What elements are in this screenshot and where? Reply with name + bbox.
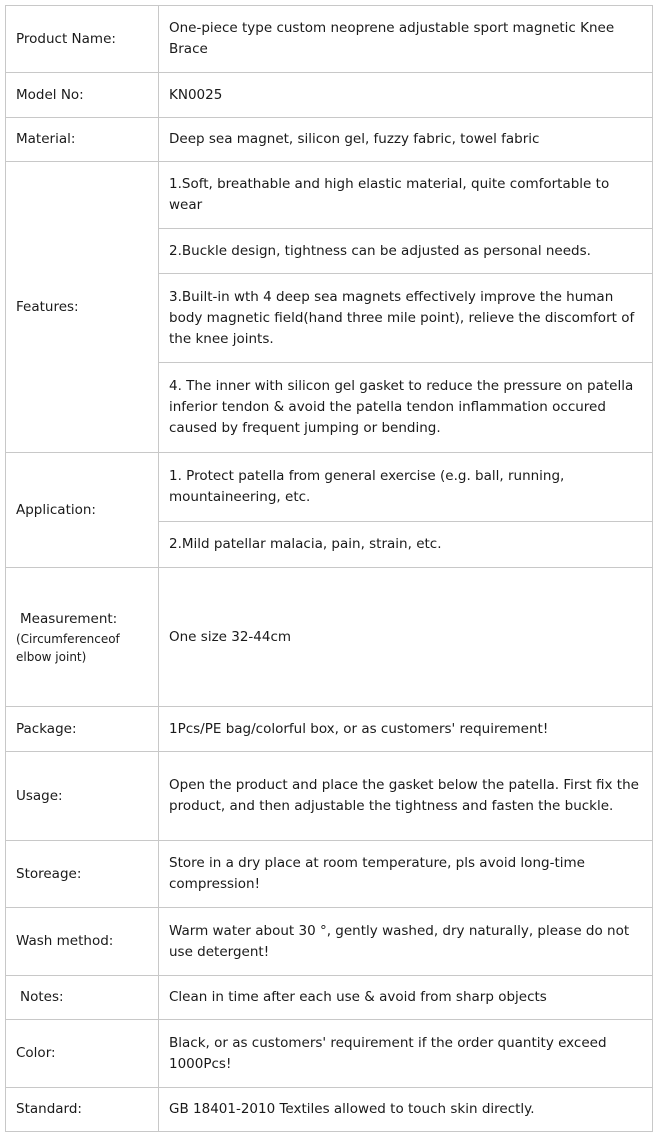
- color-value: Black, or as customers' requirement if the order quantity exceed 1000Pcs!: [159, 1020, 653, 1088]
- notes-label: Notes:: [20, 989, 64, 1005]
- row-model-no: [6, 73, 653, 118]
- standard-value: GB 18401-2010 Textiles allowed to touch skin directly.: [159, 1088, 653, 1132]
- product-spec-table: [5, 5, 653, 1132]
- material-label: Material:: [6, 118, 159, 162]
- row-usage: [6, 752, 653, 841]
- notes-label-cell: [6, 976, 159, 1020]
- product-name-label: Product Name:: [6, 6, 159, 73]
- usage-label: Usage:: [6, 752, 159, 841]
- measurement-value: One size 32-44cm: [159, 568, 653, 707]
- row-package: [6, 707, 653, 752]
- notes-value: Clean in time after each use & avoid from sharp objects: [159, 976, 653, 1020]
- row-features-1: [6, 162, 653, 229]
- model-no-label: Model No:: [6, 73, 159, 118]
- storage-label: Storeage:: [6, 841, 159, 908]
- storage-value: Store in a dry place at room temperature, pls avoid long-time compression!: [159, 841, 653, 908]
- row-storage: [6, 841, 653, 908]
- feature-item: 1.Soft, breathable and high elastic material, quite comfortable to wear: [159, 162, 653, 229]
- wash-method-value: Warm water about 30 °, gently washed, dry naturally, please do not use detergent!: [159, 908, 653, 976]
- material-value: Deep sea magnet, silicon gel, fuzzy fabric, towel fabric: [159, 118, 653, 162]
- feature-item: 2.Buckle design, tightness can be adjusted as personal needs.: [159, 229, 653, 274]
- row-application-1: [6, 453, 653, 522]
- row-color: [6, 1020, 653, 1088]
- feature-item: 3.Built-in wth 4 deep sea magnets effectively improve the human body magnetic field(hand three mile point), relieve the discomfort of the knee joints.: [159, 274, 653, 363]
- row-standard: [6, 1088, 653, 1132]
- color-label: Color:: [6, 1020, 159, 1088]
- product-name-value: One-piece type custom neoprene adjustable sport magnetic Knee Brace: [159, 6, 653, 73]
- feature-item: 4. The inner with silicon gel gasket to reduce the pressure on patella inferior tendon & avoid the patella tendon inflammation occured caused by frequent jumping or bending.: [159, 363, 653, 453]
- model-no-value: KN0025: [159, 73, 653, 118]
- wash-method-label: Wash method:: [6, 908, 159, 976]
- application-label: Application:: [6, 453, 159, 568]
- measurement-label-cell: [6, 568, 159, 707]
- package-value: 1Pcs/PE bag/colorful box, or as customers' requirement!: [159, 707, 653, 752]
- row-measurement: [6, 568, 653, 707]
- usage-value: Open the product and place the gasket below the patella. First fix the product, and then adjustable the tightness and fasten the buckle.: [159, 752, 653, 841]
- application-item: 2.Mild patellar malacia, pain, strain, etc.: [159, 522, 653, 568]
- row-material: [6, 118, 653, 162]
- application-item: 1. Protect patella from general exercise (e.g. ball, running, mountaineering, etc.: [159, 453, 653, 522]
- row-wash-method: [6, 908, 653, 976]
- measurement-label: Measurement:: [20, 610, 118, 627]
- row-product-name: [6, 6, 653, 73]
- package-label: Package:: [6, 707, 159, 752]
- features-label: Features:: [6, 162, 159, 453]
- row-notes: [6, 976, 653, 1020]
- standard-label: Standard:: [6, 1088, 159, 1132]
- measurement-sublabel: (Circumferenceof elbow joint): [16, 631, 120, 664]
